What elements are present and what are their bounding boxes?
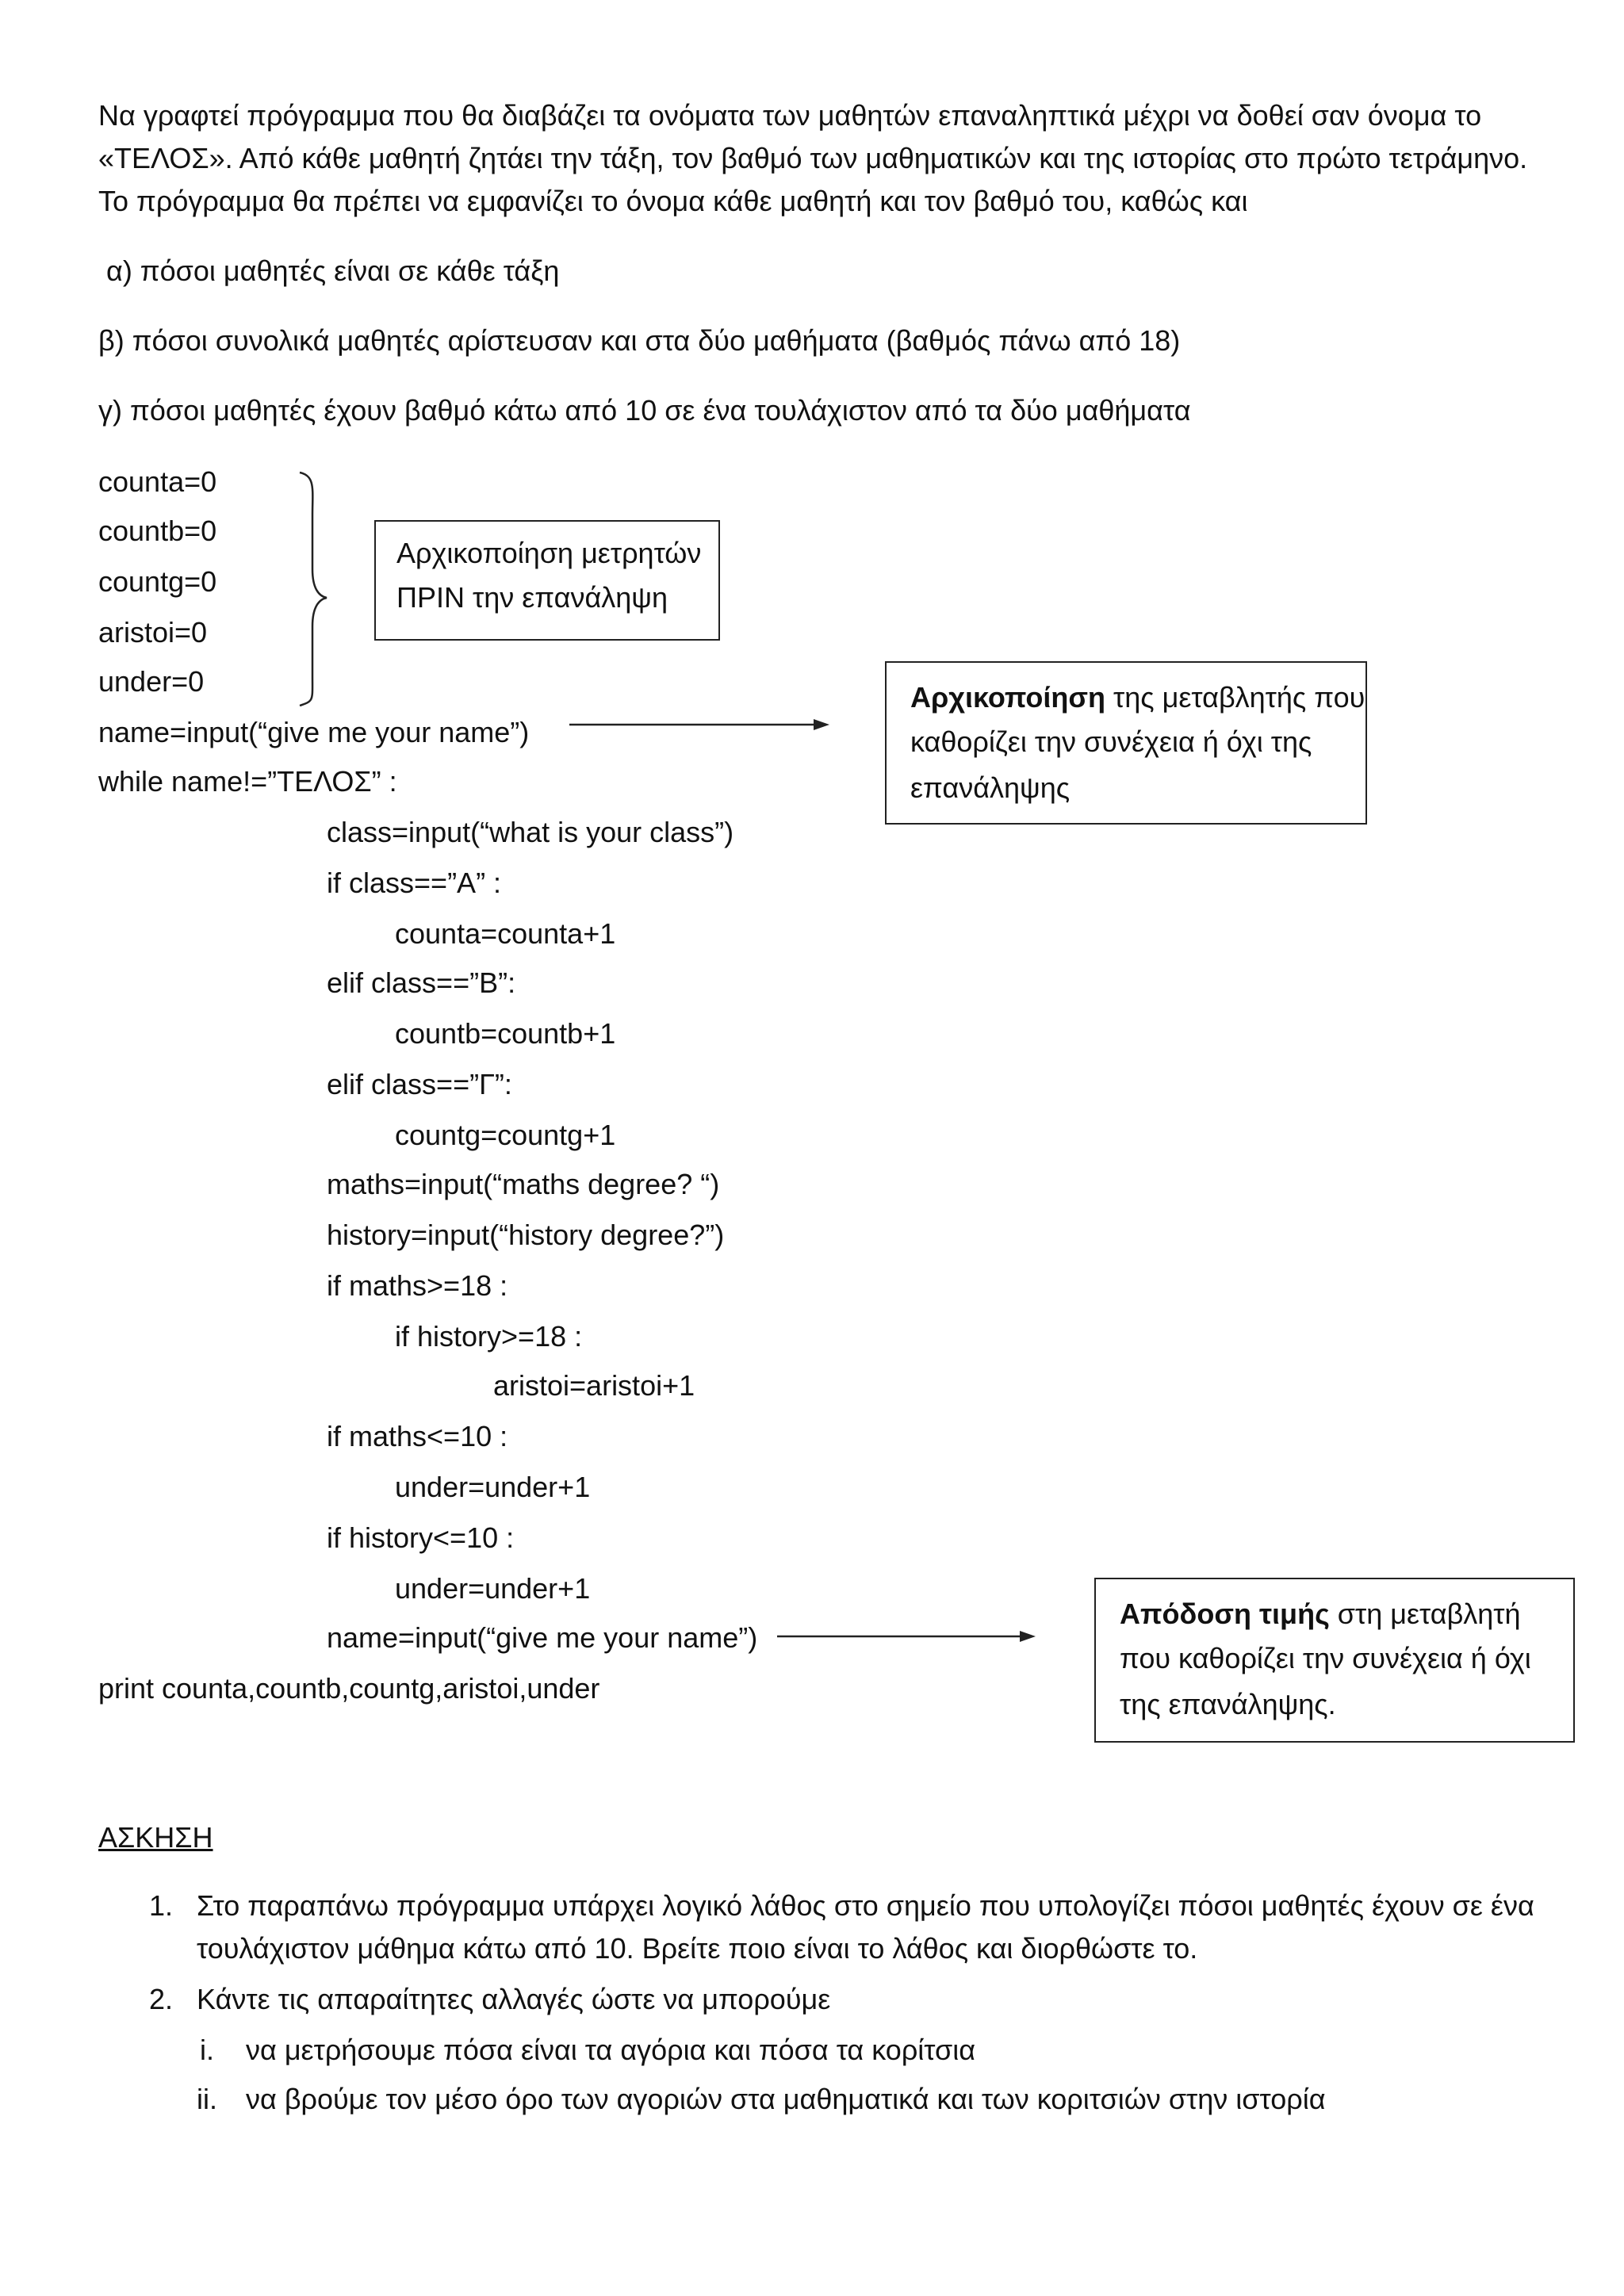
code-line: if history>=18 : xyxy=(395,1320,583,1353)
note-assign-line-1 xyxy=(1120,1600,1521,1628)
code-line: aristoi=aristoi+1 xyxy=(493,1369,695,1402)
note-init-line-1 xyxy=(910,683,1365,712)
note-value-assignment xyxy=(1094,1578,1575,1743)
exercise-sub-ii-number: ii. xyxy=(197,2083,217,2115)
note-assign-bold: Απόδοση τιμής xyxy=(1120,1598,1330,1630)
note-init-line-3: επανάληψης xyxy=(910,771,1071,804)
code-line: under=under+1 xyxy=(395,1471,591,1503)
code-line: name=input(“give me your name”) xyxy=(327,1621,758,1654)
exercise-sub-ii: να βρούμε τον μέσο όρο των αγοριών στα μαθηματικά και των κοριτσιών στην ιστορία xyxy=(246,2083,1326,2115)
code-line: countg=countg+1 xyxy=(395,1119,616,1151)
code-line: while name!=”ΤΕΛΟΣ” : xyxy=(98,765,397,798)
intro-line-1: Να γραφτεί πρόγραμμα που θα διαβάζει τα ονόματα των μαθητών επαναληπτικά μέχρι να δοθεί σαν όνομα το xyxy=(98,99,1482,132)
code-line: under=0 xyxy=(98,665,205,698)
code-line: counta=counta+1 xyxy=(395,917,616,950)
code-line: if maths<=10 : xyxy=(327,1420,508,1452)
intro-line-3: Το πρόγραμμα θα πρέπει να εμφανίζει το όνομα κάθε μαθητή και τον βαθμό του, καθώς και xyxy=(98,185,1248,217)
code-line: maths=input(“maths degree? “) xyxy=(327,1168,720,1200)
exercise-title: ΑΣΚΗΣΗ xyxy=(98,1821,213,1854)
question-a: α) πόσοι μαθητές είναι σε κάθε τάξη xyxy=(106,254,560,287)
note-init-bold: Αρχικοποίηση xyxy=(910,681,1106,714)
question-c: γ) πόσοι μαθητές έχουν βαθμό κάτω από 10 σε ένα τουλάχιστον από τα δύο μαθήματα xyxy=(98,394,1191,427)
note-init-rest: της μεταβλητής που xyxy=(1105,681,1365,714)
arrow-to-assign-note xyxy=(777,1631,1036,1642)
code-line: class=input(“what is your class”) xyxy=(327,816,734,848)
exercise-item-1-line-1: Στο παραπάνω πρόγραμμα υπάρχει λογικό λάθος στο σημείο που υπολογίζει πόσοι μαθητές έχουν σε ένα xyxy=(197,1889,1534,1922)
code-line: countg=0 xyxy=(98,565,217,598)
code-line: if maths>=18 : xyxy=(327,1269,508,1302)
note-loop-var-init xyxy=(885,661,1367,825)
exercise-item-2-number: 2. xyxy=(149,1983,174,2015)
code-line: elif class==”B”: xyxy=(327,966,516,999)
intro-line-2: «ΤΕΛΟΣ». Από κάθε μαθητή ζητάει την τάξη, τον βαθμό των μαθηματικών και της ιστορίας στο πρώτο τετράμηνο. xyxy=(98,142,1528,174)
code-line: under=under+1 xyxy=(395,1572,591,1605)
note-init-line-2: καθορίζει την συνέχεια ή όχι της xyxy=(910,725,1312,758)
code-line: counta=0 xyxy=(98,465,217,498)
exercise-sub-i-number: i. xyxy=(200,2034,214,2066)
note-counters-init xyxy=(374,520,720,641)
arrow-to-init-note xyxy=(569,719,829,730)
code-line: history=input(“history degree?”) xyxy=(327,1219,725,1251)
question-b: β) πόσοι συνολικά μαθητές αρίστευσαν και στα δύο μαθήματα (βαθμός πάνω από 18) xyxy=(98,324,1181,357)
exercise-item-2: Κάντε τις απαραίτητες αλλαγές ώστε να μπορούμε xyxy=(197,1983,831,2015)
code-line: name=input(“give me your name”) xyxy=(98,716,530,748)
curly-brace xyxy=(300,473,327,706)
exercise-item-1-number: 1. xyxy=(149,1889,174,1922)
exercise-item-1-line-2: τουλάχιστον μάθημα κάτω από 10. Βρείτε ποιο είναι το λάθος και διορθώστε το. xyxy=(197,1932,1198,1965)
note-assign-line-2: που καθορίζει την συνέχεια ή όχι xyxy=(1120,1642,1531,1674)
code-line: countb=countb+1 xyxy=(395,1017,616,1050)
note-assign-line-3: της επανάληψης. xyxy=(1120,1688,1336,1720)
note-counters-line-1: Αρχικοποίηση μετρητών xyxy=(396,537,702,569)
code-line: aristoi=0 xyxy=(98,616,208,649)
code-line: countb=0 xyxy=(98,515,217,547)
exercise-sub-i: να μετρήσουμε πόσα είναι τα αγόρια και πόσα τα κορίτσια xyxy=(246,2034,976,2066)
note-counters-line-2: ΠΡΙΝ την επανάληψη xyxy=(396,581,668,614)
code-line: print counta,countb,countg,aristoi,under xyxy=(98,1672,600,1705)
note-assign-rest: στη μεταβλητή xyxy=(1329,1598,1521,1630)
code-line: if class==”A” : xyxy=(327,867,502,899)
code-line: elif class==”Γ”: xyxy=(327,1068,512,1100)
code-line: if history<=10 : xyxy=(327,1521,515,1554)
